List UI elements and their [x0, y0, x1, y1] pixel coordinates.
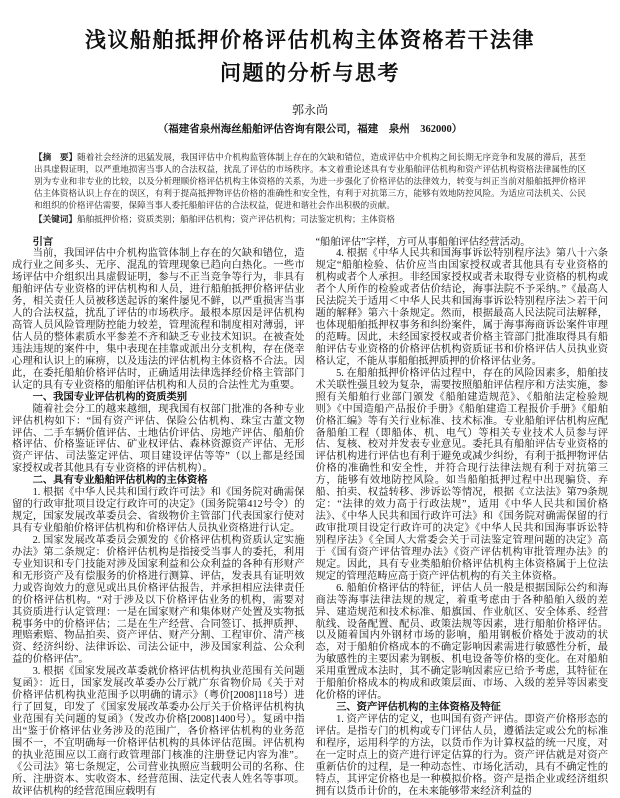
page-title-line1: 浅议船舶抵押价格评估机构主体资格若干法律: [85, 28, 535, 52]
abstract-text: 随着社会经济的迅猛发展，我国评估中介机构监管体制上存在的欠缺和错位，造成评估中介机构之间长期无序竞争和发展的滞后，甚至出具虚假证明，以严重地损害当事人的合法权益，扰乱了评估的市场秩序。本文着重论述具有专业船舶评估机构和资产评估机构资格法律属性的区别为专业和非专业的比较，以及分析理顺价格评估机构主体资格的关系，为进一步强化了价格评估的法律效力，转变与纠正当前对船舶抵押价格评估主体资格认识上存在的误区，有利于提高抵押物评估价格的准确性和安全性，有利于对抗第三方，能够有效地防控风险。为适应司法机关、公民和组织的价格评估需要，保障当事人委托船舶评估的合法权益，促进和谐社会作出积极的贡献。: [34, 152, 586, 211]
section-heading: 引言: [32, 236, 54, 248]
affiliation: （福建省泉州海丝船舶评估咨询有限公司，福建 泉州 362000）: [157, 124, 463, 136]
body-paragraph: 1. 根据《中华人民共和国行政许可法》和《国务院对确需保留的行政审批项目设定行政许可的决定》（国务院第412号令）的规定，国家发展改革委员会、省级物价主管部门代表国家行使对具有专业船舶价格评估机构和价格评估人员执业资格进行认定。: [12, 487, 305, 535]
body-paragraph: 6. 船舶价格评估的特征，评估人员一般是根据国际公约和海商法等海事法律法规的规定，着重考虑由于各种船舶入级的差异、建造规范和技术标准、船旗国、作业航区、安全体系、经营航线、设备配置、配员、政策法规等因素，进行船舶价格评估。以及随着国内外钢材市场的影响，船用钢板价格处于波动的状态，对于船舶价格成本的不确定影响因素需进行敏感性分析，最为敏感性的主要因素为钢板、机电设备等价格的变化。在对船舶采用重置成本法时，其不确定影响因素应已给予考虑，其特征在于船舶价格成本的构成和政策层面、市场、入级的差异等因素变化价格的评估。: [315, 582, 608, 702]
body-paragraph: 5. 在船舶抵押价格评估过程中，存在的风险因素多，船舶技术关联性强且较为复杂，需要按照船舶评估程序和方法实施，参照有关船舶行业部门颁发《船舶建造规范》、《船舶法定检验规则》《中国造船产品报价手册》《船舶建造工程报价手册》《船舶价格汇编》等有关行业标准、技术标准。专业船舶评估机构应配备船舶工程（即船体、机、电气）等相关专业技术人员参与评估、复核、校对并发表专业意见。委托具有船舶评估专业资格的评估机构进行评估也有利于避免或减少纠纷，有利于抵押物评估价格的准确性和安全性，并符合现行法律法规有利于对抗第三方，能够有效地防控风险。如当船舶抵押过程中出现骗贷、弃船、拍卖、权益转移、涉诉讼等情况，根据《立法法》第79条规定：“法律的效力高于行政法规”，适用《中华人民共和国价格法》、《中华人民共和国行政许可法》和《国务院对确需保留的行政审批项目设定行政许可的决定》《中华人民共和国海事诉讼特别程序法》《全国人大常委会关于司法鉴定管理问题的决定》高于《国有资产评估管理办法》《资产评估机构审批管理办法》的规定。因此，具有专业类船舶价格评估机构主体资格属于上位法规定的管理范畴应高于资产评估机构的有关主体资格。: [315, 367, 608, 582]
left-column: [12, 237, 305, 798]
body-columns: [8, 237, 612, 798]
keywords-text: 船舶抵押价格；资质类别；船舶评估机构；资产评估机构；司法鉴定机构；主体资格: [76, 213, 395, 224]
body-paragraph: 随着社会分工的越来越细，现我国有权部门批准的各种专业评估机构如下：“国有资产评估、保险公估机构、珠宝古董文物评估、二手车辆价值评估、土地估价评估、房地产评估、船舶价格评估、价格鉴证评估、矿业权评估、森林资源资产评估、无形资产评估、司法鉴定评估、项目建设评估等等”（以上都是经国家授权或者其他具有专业资格的评估机构）。: [12, 403, 305, 475]
body-paragraph: 当前，我国评估中介机构监管体制上存在的欠缺和错位，造成行业之间多头、无序、混乱的管理现象已趋向白热化。一些市场评估中介组织出具虚假证明，参与不正当竞争等行为，非具有船舶评估专业资格的评估机构和人员，进行船舶抵押价格评估业务，相关责任人员被移送起诉的案件屡见不鲜，以严重损害当事人的合法权益，扰乱了评估的市场秩序。最根本原因是评估机构高管人员风险管理防控能力较差，管理流程和制度相对薄弱，评估人员的整体素质水平参差不齐和缺乏专业技术知识。在被查处违法违规的案件中，集中表现在挂靠或派出分支机构，存在侥幸心理和认识上的麻痹，以及违法的评估机构主体资格不合法。因此，在委托船舶价格评估时，正确适用法律选择经价格主管部门认定的具有专业资格的船舶评估机构和人员的合法性尤为重要。: [12, 248, 305, 391]
page-title: [8, 24, 612, 90]
keywords-label: 【关键词】: [34, 213, 77, 224]
section-heading: 二、具有专业船舶评估机构的主体资格: [32, 475, 208, 487]
body-paragraph: “船舶评估”字样，方可从事船舶评估经营活动。: [315, 236, 531, 248]
body-paragraph: 2. 国家发展改革委员会颁发的《价格评估机构资质认定实施办法》第二条规定：价格评估机构是指接受当事人的委托，利用专业知识和专门技能对涉及国家利益和公众利益的各种有形财产和无形资产及有偿服务的价格进行测算、评估，发表具有证明效力或咨询效力的意见或出具价格评估报告，并承担相应法律责任的价格评估机构。“对于涉及以下价格评估业务的机构，需要对其资质进行认定管理：一是在国家财产和集体财产处置及实物抵税事务中的价格评估；二是在生产经营、合同签订、抵押质押、理赔索赔、物品拍卖、资产评估、财产分割、工程审价、清产核资、经济纠纷、法律诉讼、司法公证中，涉及国家利益、公众利益的价格评估”。: [12, 534, 305, 666]
abstract-paragraph: [34, 151, 586, 211]
keywords-line: [34, 213, 586, 225]
right-column: [316, 237, 609, 798]
section-heading: 一、我国专业评估机构的资质类别: [32, 391, 188, 403]
body-paragraph: 3. 根据《国家发展改革委就价格评估机构执业范围有关问题复函》：近日，国家发展改革委办公厅就广东省物价局《关于对价格评估机构执业范围予以明确的请示》（粤价[2008]118号）进行了回复，印发了《国家发展改革委办公厅关于价格评估机构执业范围有关问题的复函》（发改办价格[2008]1400号）。复函中指出“鉴于价格评估业务涉及的范围广，各价格评估机构的业务范围不一，不宜明确每一价格评估机构的具体评估范围。评估机构的执业范围应以工商行政管理部门核准的注册登记内容为准”。《公司法》第七条规定，公司营业执照应当载明公司的名称、住所、注册资本、实收资本、经营范围、法定代表人姓名等事项。故评估机构的经营范围应载明有: [12, 666, 305, 797]
abstract-block: [34, 151, 586, 224]
section-heading: 三、资产评估机构的主体资格及特征: [336, 702, 501, 714]
page-title-line2: 问题的分析与思考: [220, 61, 400, 86]
body-paragraph: 1. 资产评估的定义，也叫国有资产评估。即资产价格形态的评估。是指专门的机构或专门评估人员，遵循法定或公允的标准和程序，运用科学的方法，以货币作为计算权益的统一尺度，对在一定时点上的资产进行评定估算的行为。资产评估就是对资产重新估价的过程，是一种动态性、市场化活动，具有不确定性的特点，其评定价格也是一种模拟价格。资产是指企业或经济组织拥有以货币计价的，在未来能够带来经济利益的: [315, 714, 608, 797]
body-paragraph: 4. 根据《中华人民共和国海事诉讼特别程序法》第八十六条规定“船舶检验、估价应当由国家授权或者其他具有专业资格的机构或者个人承担。非经国家授权或者未取得专业资格的机构或者个人所作的检验或者估价结论，海事法院不予采纳。”《最高人民法院关于适用＜中华人民共和国海事诉讼特别程序法＞若干问题的解释》第六十条规定。然而，根据最高人民法院司法解释，也体现船舶抵押权事务和纠纷案件，属于海事海商诉讼案件审理的范畴。因此，未经国家授权或者价格主管部门批准取得具有船舶评估专业资格的价格评估机构资质证书和价格评估人员执业资格认定，不能从事船舶抵押质押的价格评估业务。: [315, 248, 608, 367]
author-name: 郭永尚: [291, 103, 328, 118]
abstract-label: 【摘 要】: [34, 152, 78, 163]
